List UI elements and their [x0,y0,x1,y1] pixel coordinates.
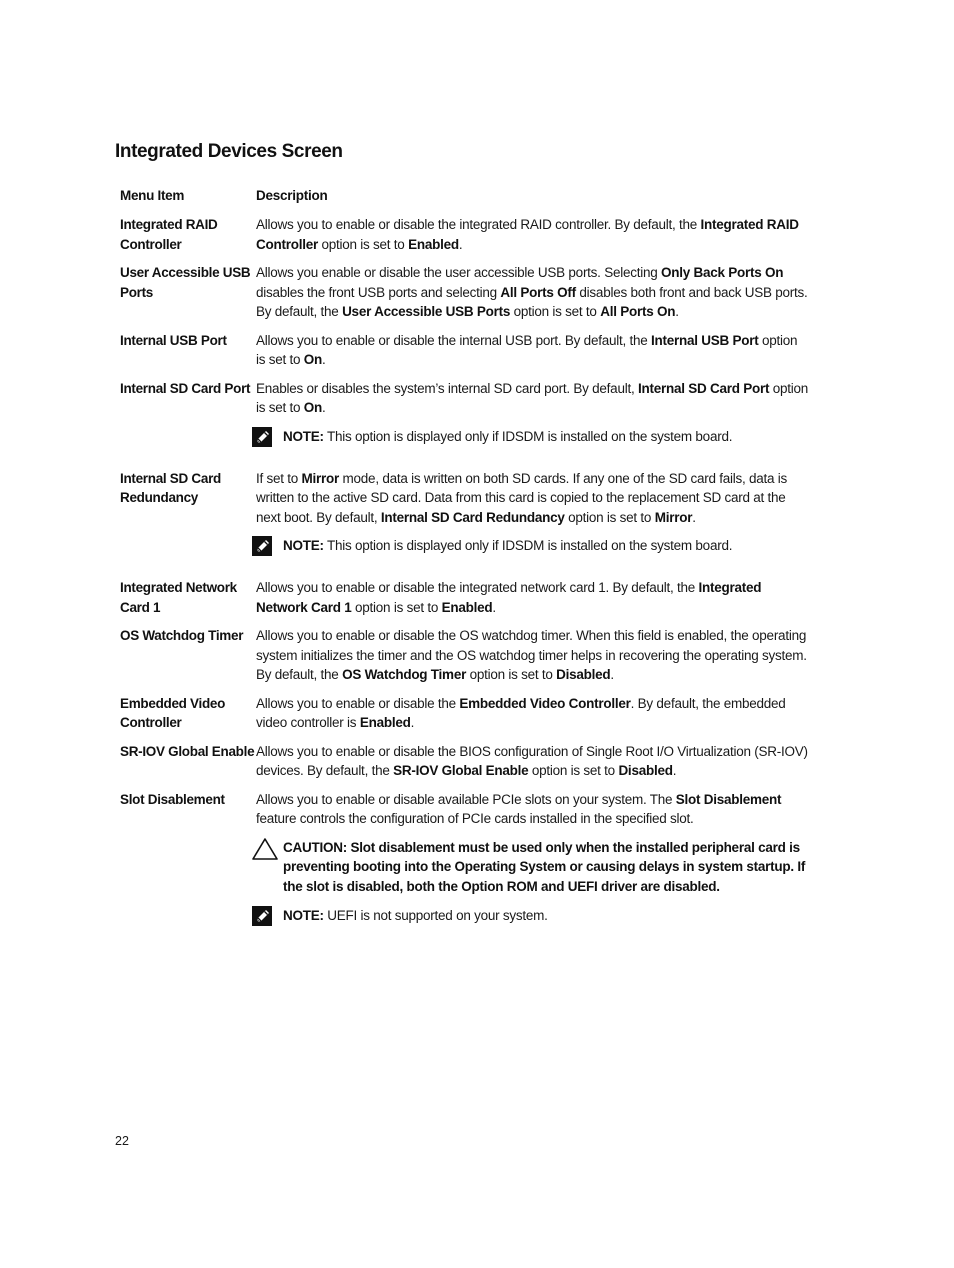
note-text [283,536,810,555]
description-fragment: . [322,352,326,368]
note-label: NOTE: [283,428,324,444]
option-name: Internal USB Port [651,332,759,348]
option-name: Internal SD Card Redundancy [380,509,565,525]
description-fragment: option is set to [510,303,601,319]
menu-item-label: Integrated Network Card 1 [120,580,237,615]
description-fragment: . [458,236,463,252]
table-row-internal-sd-card-redundancy [120,469,810,557]
description-text [256,626,810,684]
menu-item-label: Internal SD Card Redundancy [120,470,221,506]
note-label: NOTE: [283,538,324,554]
description-text [256,578,810,617]
note-callout [251,906,810,927]
description-fragment: option is set to [256,332,798,368]
option-name: On [303,400,323,416]
option-name: Embedded Video Controller [459,695,631,711]
menu-item-description [256,331,810,370]
option-name: Internal SD Card Port [637,380,770,396]
table-header-row [120,186,810,205]
description-text [256,694,810,733]
description-fragment: . By default, the embedded video controller is [256,695,786,731]
option-name: Mirror [654,509,693,525]
option-name: Integrated Network Card 1 [256,580,762,615]
description-fragment: Allows you to enable or disable the [256,695,460,711]
description-fragment: . [322,400,326,416]
caution-triangle-icon [251,837,283,859]
menu-item-description [256,742,810,781]
option-name: Slot Disablement [675,792,782,808]
page-title: Integrated Devices Screen [115,141,343,162]
option-name: User Accessible USB Ports [342,303,511,319]
table-row-integrated-network-card-1 [120,578,810,617]
option-name: SR-IOV Global Enable [393,763,529,779]
description-text [256,790,810,829]
menu-item-label: Slot Disablement [120,792,225,808]
note-pencil-icon [251,535,283,557]
menu-item-description [256,379,810,448]
option-name: All Ports Off [500,284,576,300]
note-body: This option is displayed only if IDSDM is installed on the system board. [323,428,733,444]
option-name: Enabled [359,715,411,731]
option-name: Enabled [408,236,459,252]
menu-item-description [256,578,810,617]
note-pencil-icon [251,905,283,927]
menu-item-label: OS Watchdog Timer [120,628,244,644]
description-fragment: Allows you to enable or disable the BIOS configuration of Single Root I/O Virtualization (SR-IOV) devices. By default, the [256,743,808,779]
description-fragment: . [410,715,415,731]
table-body [120,215,810,926]
note-callout [251,427,810,448]
description-fragment: . [675,303,679,319]
note-text [283,427,810,446]
caution-body: Slot disablement must be used only when the installed peripheral card is preventing booting into the Operating System or causing delays in system startup. If the slot is disabled, both the Option ROM and UEFI driver are disabled. [283,840,806,894]
description-fragment: Allows you enable or disable the user accessible USB ports. Selecting [256,265,661,281]
table-row-slot-disablement [120,790,810,926]
note-body: This option is displayed only if IDSDM is installed on the system board. [323,538,733,554]
description-text [256,215,810,254]
table-row-embedded-video-controller [120,694,810,733]
description-fragment: option is set to [528,763,619,779]
note-label: NOTE: [283,907,324,923]
menu-item-description [256,215,810,254]
note-body: UEFI is not supported on your system. [323,907,548,923]
description-fragment: . [610,667,614,683]
note-text [283,906,810,925]
caution-callout [251,838,810,896]
menu-item-label: Embedded Video Controller [120,695,226,731]
menu-item-description [256,694,810,733]
description-fragment: Allows you to enable or disable available PCIe slots on your system. The [256,792,676,808]
table-row-sr-iov-global-enable [120,742,810,781]
header-description: Description [256,188,328,203]
description-fragment: Allows you to enable or disable the integrated network card 1. By default, the [256,580,699,596]
menu-table [120,186,810,948]
note-pencil-icon [251,426,283,448]
option-name: Integrated RAID Controller [256,217,799,252]
table-row-os-watchdog-timer [120,626,810,684]
description-fragment: option is set to [466,667,557,683]
page-number: 22 [115,1134,129,1148]
menu-item-label: Integrated RAID Controller [120,217,218,252]
header-menu-item: Menu Item [120,188,185,203]
caution-label: CAUTION: [283,840,347,856]
table-row-integrated-raid-controller [120,215,810,254]
table-row-internal-sd-card-port [120,379,810,448]
description-text [256,469,810,527]
caution-text [283,838,810,896]
description-fragment: feature controls the configuration of PCIe cards installed in the specified slot. [256,811,694,827]
option-name: OS Watchdog Timer [342,667,467,683]
description-fragment: . [672,763,677,779]
option-name: All Ports On [600,303,676,319]
description-fragment: . [492,599,496,615]
description-fragment: option is set to [351,599,442,615]
menu-item-description [256,263,810,321]
description-text [256,263,810,321]
option-name: Disabled [556,667,611,683]
description-fragment: Allows you to enable or disable the OS watchdog timer. When this field is enabled, the operating system initializes the timer and the OS watchdog timer helps in recovering the operating system. By default, the [256,628,807,683]
description-text [256,331,810,370]
option-name: Disabled [618,763,673,779]
description-fragment: mode, data is written on both SD cards. If any one of the SD card fails, data is written to the active SD card. Data from this card is copied to the replacement SD card at the next boot. By default, [256,470,788,525]
menu-item-label: User Accessible USB Ports [120,265,251,300]
description-fragment: Allows you to enable or disable the internal USB port. By default, the [256,332,651,348]
description-fragment: option is set to [564,509,655,525]
option-name: Mirror [301,470,340,486]
description-fragment: . [692,509,696,525]
description-fragment: If set to [256,470,302,486]
description-fragment: option is set to [256,380,809,416]
menu-item-label: Internal USB Port [120,332,227,348]
table-row-internal-usb-port [120,331,810,370]
description-fragment: Enables or disables the system’s internal SD card port. By default, [256,380,638,396]
description-fragment: option is set to [318,236,409,252]
option-name: On [303,352,323,368]
description-fragment: disables both front and back USB ports. By default, the [256,284,808,319]
note-callout [251,536,810,557]
description-fragment: Allows you to enable or disable the integrated RAID controller. By default, the [256,217,701,233]
menu-item-label: Internal SD Card Port [120,380,251,396]
description-text [256,379,810,418]
description-fragment: disables the front USB ports and selecting [256,284,501,300]
description-text [256,742,810,781]
menu-item-label: SR-IOV Global Enable [120,743,255,759]
menu-item-description [256,469,810,557]
option-name: Only Back Ports On [660,265,784,281]
menu-item-description [256,790,810,926]
option-name: Enabled [441,599,493,615]
menu-item-description [256,626,810,684]
table-row-user-accessible-usb-ports [120,263,810,321]
